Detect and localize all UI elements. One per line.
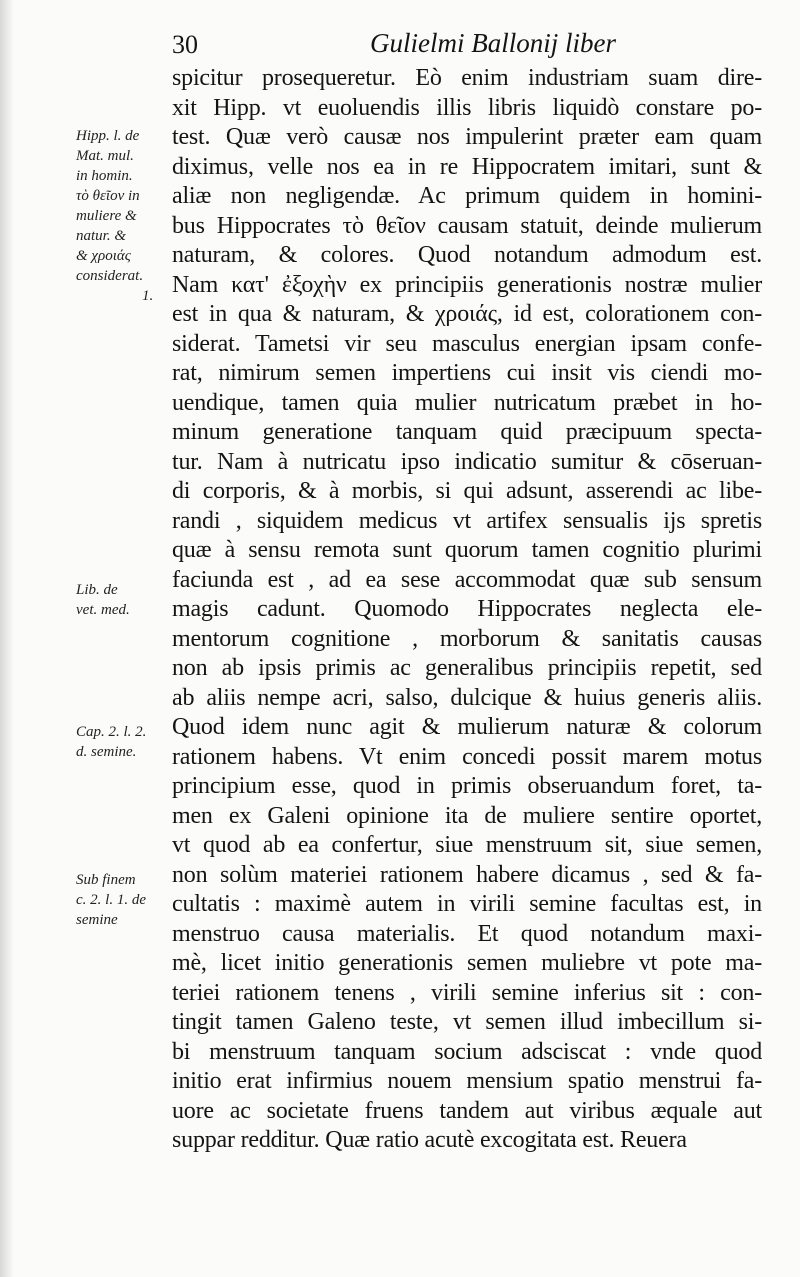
margin-note-line: Cap. 2. l. 2. bbox=[76, 724, 147, 740]
margin-note-line: & χροιάς bbox=[76, 248, 131, 264]
margin-note-line: considerat. bbox=[76, 268, 144, 284]
margin-note-line: d. semine. bbox=[76, 744, 137, 760]
margin-note-line: Lib. de bbox=[76, 582, 118, 598]
text-line: cultatis : maximè autem in virili semine facultas est, in bbox=[172, 891, 762, 917]
text-line: men ex Galeni opinione ita de muliere sentire oportet, bbox=[172, 802, 762, 829]
text-line: rationem habens. Vt enim concedi possit marem motus bbox=[172, 743, 762, 770]
text-line: di corporis, & à morbis, si qui adsunt, asserendi ac libe- bbox=[172, 478, 762, 504]
text-line: diximus, velle nos ea in re Hippocratem imitari, sunt & bbox=[172, 153, 762, 180]
text-line: mentorum cognitione , morborum & sanitatis causas bbox=[172, 625, 762, 652]
text-line: est in qua & naturam, & χροιάς, id est, colorationem con- bbox=[172, 301, 762, 327]
text-line: initio erat infirmius nouem mensium spatio menstrui fa- bbox=[172, 1068, 762, 1094]
margin-note-line: Mat. mul. bbox=[76, 148, 134, 164]
margin-note-line: Hipp. l. de bbox=[76, 128, 140, 144]
text-line: siderat. Tametsi vir seu masculus energian ipsam confe- bbox=[172, 330, 762, 357]
margin-note-sub-finem bbox=[76, 870, 172, 930]
text-line: faciunda est , ad ea sese accommodat quæ sub sensum bbox=[172, 566, 762, 593]
text-line: suppar redditur. Quæ ratio acutè excogitata est. Reuera bbox=[172, 1127, 687, 1153]
text-line: naturam, & colores. Quod notandum admodum est. bbox=[172, 242, 762, 268]
running-head: Gulielmi Ballonij liber bbox=[370, 28, 616, 58]
text-line: rat, nimirum semen impertiens cui insit vis ciendi mo- bbox=[172, 360, 762, 386]
text-line: minum generatione tanquam quid præcipuum specta- bbox=[172, 419, 762, 445]
text-line: tur. Nam à nutricatu ipso indicatio sumitur & cōseruan- bbox=[172, 448, 762, 475]
text-line: tingit tamen Galeno teste, vt semen illud imbecillum si- bbox=[172, 1009, 762, 1035]
body-text bbox=[172, 64, 762, 1156]
text-line: vt quod ab ea confertur, siue menstruum sit, siue semen, bbox=[172, 832, 762, 858]
margin-note-line: Sub finem bbox=[76, 872, 136, 888]
text-line: ab aliis nempe acri, salso, dulcique & huius generis aliis. bbox=[172, 684, 762, 711]
margin-note-line: natur. & bbox=[76, 228, 127, 244]
margin-note-de-semine bbox=[76, 722, 172, 762]
text-line: principium esse, quod in primis obseruandum foret, ta- bbox=[172, 773, 762, 799]
margin-note-vet-med bbox=[76, 580, 172, 620]
text-line: non solùm materiei rationem habere dicamus , sed & fa- bbox=[172, 861, 762, 888]
page-number: 30 bbox=[172, 30, 198, 59]
text-line: randi , siquidem medicus vt artifex sensualis ijs spretis bbox=[172, 507, 762, 534]
text-line: mè, licet initio generationis semen muliebre vt pote ma- bbox=[172, 950, 762, 976]
text-line: magis cadunt. Quomodo Hippocrates neglecta ele- bbox=[172, 596, 762, 622]
margin-note-line: semine bbox=[76, 912, 118, 928]
margin-note-hippocrates bbox=[76, 126, 172, 306]
text-line: Quod idem nunc agit & mulierum naturæ & colorum bbox=[172, 714, 762, 740]
text-line: menstruo causa materialis. Et quod notandum maxi- bbox=[172, 920, 762, 947]
margin-note-line: muliere & bbox=[76, 208, 137, 224]
text-line: bus Hippocrates τὸ θεῖον causam statuit, deinde mulierum bbox=[172, 212, 762, 239]
text-line: uore ac societate fruens tandem aut viribus æquale aut bbox=[172, 1097, 762, 1124]
margin-note-line: c. 2. l. 1. de bbox=[76, 892, 146, 908]
text-line: aliæ non negligendæ. Ac primum quidem in homini- bbox=[172, 183, 762, 209]
text-line: teriei rationem tenens , virili semine inferius sit : con- bbox=[172, 979, 762, 1006]
text-line: non ab ipsis primis ac generalibus principiis repetit, sed bbox=[172, 655, 762, 681]
text-line: test. Quæ verò causæ nos impulerint præter eam quam bbox=[172, 124, 762, 150]
text-line: xit Hipp. vt euoluendis illis libris liquidò constare po- bbox=[172, 94, 762, 121]
page-header bbox=[170, 20, 760, 64]
text-line: Nam κατ' ἐξοχὴν ex principiis generationis nostræ mulier bbox=[172, 271, 762, 298]
margin-note-line: in homin. bbox=[76, 168, 133, 184]
text-line: spicitur prosequeretur. Eò enim industriam suam dire- bbox=[172, 65, 762, 91]
margin-note-line: 1. bbox=[142, 288, 154, 304]
text-line: uendique, tamen quia mulier nutricatum præbet in ho- bbox=[172, 389, 762, 416]
text-line: bi menstruum tanquam socium adsciscat : vnde quod bbox=[172, 1038, 762, 1065]
text-line: quæ à sensu remota sunt quorum tamen cognitio plurimi bbox=[172, 537, 762, 563]
margin-note-line: vet. med. bbox=[76, 602, 130, 618]
margin-note-line: τὸ θεῖον in bbox=[76, 188, 140, 204]
